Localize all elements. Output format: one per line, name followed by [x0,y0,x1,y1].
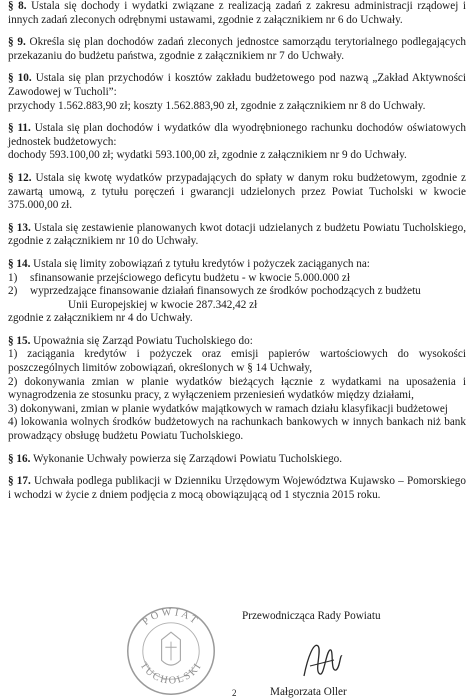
section-14 [8,258,466,326]
signer-title: Przewodnicząca Rady Powiatu [242,610,381,622]
list-item [8,285,466,299]
section-8 [8,0,466,27]
item-continuation: Unii Europejskiej w kwocie 287.342,42 zł [68,298,258,311]
section-9 [8,36,466,63]
section-11 [8,122,466,163]
section-16 [8,453,466,467]
section-10 [8,72,466,113]
section-number: § 10. [8,72,32,85]
section-number: § 15. [8,334,31,347]
signature-block [0,596,473,700]
list-item: 4) lokowania wolnych środków budżetowych na rachunkach bankowych w innych bankach niż bank prowadzący obsługę budżetu Powiatu Tucholskiego. [8,416,466,443]
section-number: § 14. [8,257,31,270]
page-number: 2 [232,688,237,698]
section-number: § 12. [8,171,32,184]
section-text: Ustala się limity zobowiązań z tytułu kredytów i pożyczek zaciąganych na: [33,257,370,270]
section-detail: dochody 593.100,00 zł; wydatki 593.100,00 zł, zgodnie z załącznikiem nr 9 do Uchwały. [8,149,407,162]
section-number: § 9. [8,36,26,49]
document-body [8,0,466,511]
list-item: 1) zaciągania kredytów i pożyczek oraz emisji papierów wartościowych do wysokości poszczególnych limitów zobowiązań, określonych w § 14 Uchwały, [8,348,466,375]
section-text: Ustala się zestawienie planowanych kwot dotacji udzielanych z budżetu Powiatu Tucholskiego, zgodnie z załącznikiem nr 10 do Uchwały. [8,221,466,248]
section-17 [8,475,466,502]
section-text: Ustala się plan dochodów i wydatków dla wyodrębnionego rachunku dochodów oświatowych jednostek budżetowych: [8,122,466,148]
handwritten-signature-icon [296,636,346,684]
section-15 [8,335,466,444]
official-seal-icon [124,604,218,698]
section-text: Ustala się dochody i wydatki związane z realizacją zadań z zakresu administracji rządowej i innych zadań zleconych odrębnymi ustawami, zgodnie z załącznikiem nr 6 do Uchwały. [8,0,466,26]
list-item: 3) dokonywani, zmian w planie wydatków majątkowych w ramach działu klasyfikacji budżetowej [8,402,448,415]
signer-name: Małgorzata Oller [270,686,347,698]
svg-text:POWIAT: POWIAT [140,606,202,628]
item-number: 1) [8,271,18,284]
section-13 [8,222,466,249]
item-number: 2) [8,285,18,298]
section-text: Wykonanie Uchwały powierza się Zarządowi Powiatu Tucholskiego. [32,452,343,465]
section-number: § 17. [8,475,31,488]
section-text: Uchwała podlega publikacji w Dzienniku Urzędowym Województwa Kujawsko – Pomorskiego i wchodzi w życie z dniem podjęcia z mocą obowiązującą od 1 stycznia 2015 roku. [8,475,466,501]
section-number: § 11. [8,122,31,135]
section-number: § 8. [8,0,27,12]
section-detail: przychody 1.562.883,90 zł; koszty 1.562.883,90 zł, zgodnie z załącznikiem nr 8 do Uchwały. [8,99,426,112]
section-text: Ustala się plan przychodów i kosztów zakładu budżetowego pod nazwą „Zakład Aktywności Zawodowej w Tucholi”: [8,72,466,98]
section-closing: zgodnie z załącznikiem nr 4 do Uchwały. [8,312,193,325]
section-text: Upoważnia się Zarząd Powiatu Tucholskiego do: [33,334,253,347]
section-text: Ustala się kwotę wydatków przypadających do spłaty w danym roku budżetowym, zgodnie z zawartą umową, z tytułu poręczeń i gwarancji udzielonych przez Powiat Tucholski w kwocie 375.000,00 zł. [8,171,467,212]
list-item [8,272,466,286]
list-item: 2) dokonywania zmian w planie wydatków bieżących łącznie z wydatkami na uposażenia i wynagrodzenia ze stosunku pracy, z wyłączeniem przeniesień wydatków między działami, [8,375,466,402]
svg-text:TUCHOLSKI: TUCHOLSKI [137,660,205,687]
item-text: wyprzedzające finansowanie działań finansowych ze środków pochodzących z budżetu [30,285,421,298]
limits-list [8,272,466,299]
item-text: sfinansowanie przejściowego deficytu budżetu - w kwocie 5.000.000 zł [30,271,350,284]
section-number: § 13. [8,221,31,234]
section-number: § 16. [8,452,31,465]
section-12 [8,172,466,213]
section-text: Określa się plan dochodów zadań zleconych jednostce samorządu terytorialnego podlegających przekazaniu do budżetu państwa, zgodnie z załącznikiem nr 7 do Uchwały. [8,36,466,62]
